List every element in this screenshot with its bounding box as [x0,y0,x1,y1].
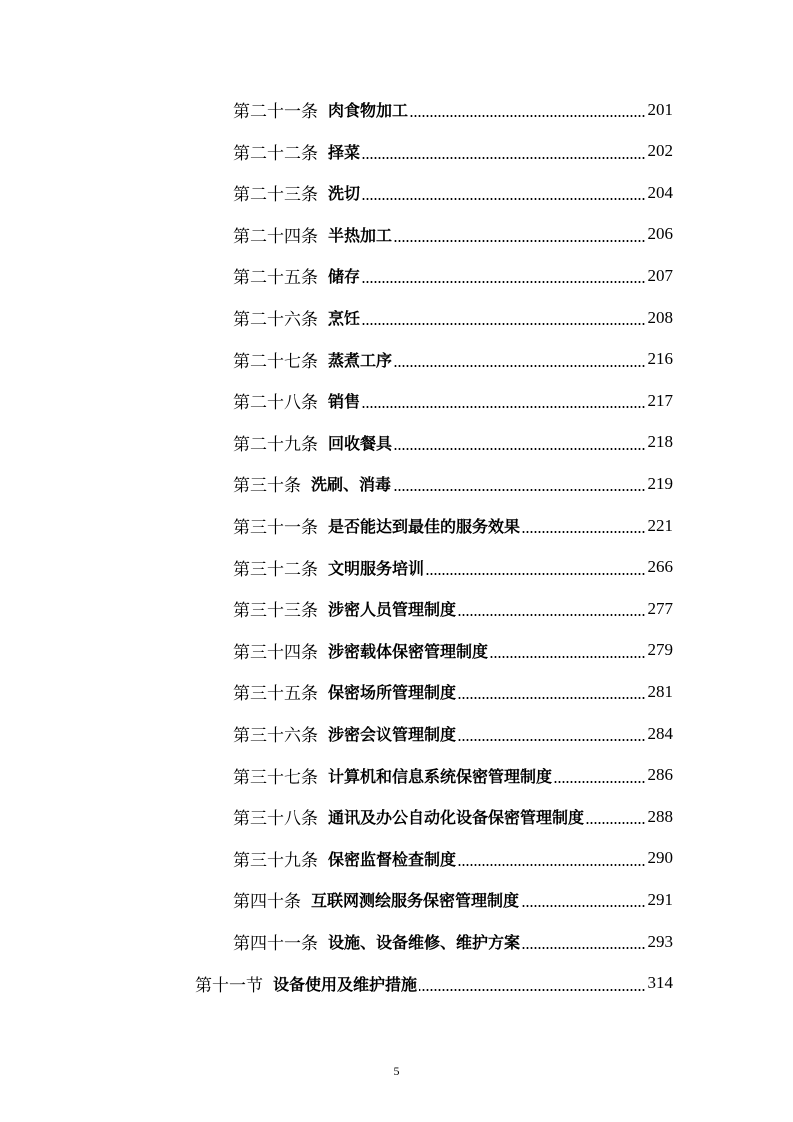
toc-section-entry[interactable] [195,963,673,1004]
toc-entry-number: 第四十一条 [233,934,318,954]
toc-entry-page: 201 [647,99,673,119]
toc-entry-page: 221 [647,515,673,535]
toc-entry[interactable] [233,131,673,172]
toc-entry-title: 销售 [328,392,361,412]
toc-dot-leader [393,489,645,491]
toc-entry-title: 半热加工 [328,225,393,245]
toc-entry-page: 208 [647,307,673,327]
toc-entry-number: 第三十条 [233,476,301,497]
toc-entry-page: 217 [647,390,673,410]
toc-entry-number: 第三十九条 [233,850,318,871]
toc-entry-title: 择菜 [328,142,361,162]
toc-entry-page: 286 [647,765,673,785]
toc-entry-number: 第二十九条 [233,434,318,455]
toc-entry-page: 293 [647,931,673,951]
toc-entry[interactable] [233,339,673,380]
toc-dot-leader [458,739,645,741]
toc-entry[interactable] [233,921,673,962]
toc-entry-page: 206 [647,224,673,244]
toc-entry-number: 第二十五条 [233,268,318,289]
toc-entry-page: 284 [647,723,673,743]
toc-entry-title: 储存 [328,267,361,287]
toc-entry-title: 蒸煮工序 [328,350,393,370]
toc-entry-number: 第四十条 [233,892,301,913]
toc-entry-title: 烹饪 [328,309,361,328]
toc-entry-title: 互联网测绘服务保密管理制度 [311,891,520,911]
toc-entry-title: 回收餐具 [328,433,393,453]
toc-entry[interactable] [233,297,673,338]
toc-entry-title: 是否能达到最佳的服务效果 [328,517,521,536]
toc-entry-title: 肉食物加工 [328,101,409,120]
toc-entry-page: 277 [647,598,673,618]
toc-entry-number: 第二十四条 [233,226,318,247]
toc-dot-leader [410,115,645,117]
toc-dot-leader [458,614,645,616]
toc-entry-page: 290 [647,848,673,868]
toc-entry[interactable] [233,796,673,837]
toc-entry[interactable] [233,89,673,130]
toc-entry[interactable] [233,463,673,504]
toc-dot-leader [554,781,645,783]
toc-entry-page: 219 [647,473,673,493]
toc-dot-leader [522,531,645,533]
toc-entry[interactable] [233,422,673,463]
toc-dot-leader [586,822,645,824]
toc-entry[interactable] [233,879,673,920]
toc-entry[interactable] [233,755,673,796]
toc-dot-leader [490,656,645,658]
toc-entry[interactable] [233,630,673,671]
toc-dot-leader [362,281,645,283]
toc-entry[interactable] [233,588,673,629]
toc-entry-number: 第三十八条 [233,809,318,830]
toc-entry-number: 第二十六条 [233,310,318,330]
toc-dot-leader [362,157,645,159]
toc-dot-leader [394,448,645,450]
toc-entry-title: 计算机和信息系统保密管理制度 [328,766,553,786]
toc-entry-title: 通讯及办公自动化设备保密管理制度 [328,808,585,828]
toc-entry-title: 洗刷、消毒 [311,475,392,495]
toc-entry-title: 保密场所管理制度 [328,683,457,703]
toc-entry-title: 洗切 [328,184,361,204]
toc-dot-leader [394,240,645,242]
toc-entry[interactable] [233,255,673,296]
toc-entry[interactable] [233,505,673,546]
toc-entry-page: 281 [647,681,673,701]
toc-entry-number: 第三十四条 [233,642,318,663]
toc-entry[interactable] [233,547,673,588]
toc-dot-leader [362,198,645,200]
toc-dot-leader [362,406,645,408]
toc-entry[interactable] [233,214,673,255]
toc-dot-leader [394,365,645,367]
toc-dot-leader [522,947,645,949]
toc-entry-title: 涉密人员管理制度 [328,600,457,620]
toc-entry-title: 设施、设备维修、维护方案 [328,933,521,952]
toc-dot-leader [419,989,645,991]
toc-entry-number: 第三十二条 [233,559,318,580]
toc-entry-page: 314 [647,973,673,993]
toc-entry-page: 216 [647,349,673,369]
toc-entry-number: 第三十一条 [233,518,318,538]
toc-entry-number: 第十一节 [195,975,263,996]
toc-entry-page: 202 [647,141,673,161]
toc-entry-page: 207 [647,265,673,285]
toc-entry-number: 第二十八条 [233,393,318,414]
toc-dot-leader [426,573,645,575]
toc-entry-page: 218 [647,432,673,452]
toc-entry[interactable] [233,671,673,712]
page-number: 5 [393,1064,400,1078]
toc-entry[interactable] [233,713,673,754]
toc-entry-number: 第三十三条 [233,601,318,622]
toc-entry-number: 第三十六条 [233,726,318,746]
toc-entry-page: 279 [647,640,673,660]
toc-entry-page: 266 [647,557,673,577]
toc-entry-title: 涉密载体保密管理制度 [328,641,489,661]
toc-entry-page: 291 [647,889,673,909]
toc-entry-page: 204 [647,182,673,202]
toc-entry-title: 涉密会议管理制度 [328,725,457,744]
toc-entry-title: 文明服务培训 [328,558,425,578]
toc-dot-leader [362,323,645,325]
toc-entry[interactable] [233,380,673,421]
toc-dot-leader [521,905,645,907]
toc-entry-title: 设备使用及维护措施 [273,974,418,994]
toc-entry-number: 第三十七条 [233,767,318,788]
toc-entry-number: 第二十一条 [233,102,318,122]
toc-entry[interactable] [233,172,673,213]
toc-entry-title: 保密监督检查制度 [328,849,457,869]
toc-dot-leader [458,864,645,866]
toc-dot-leader [458,697,645,699]
toc-entry-number: 第三十五条 [233,684,318,705]
toc-entry-page: 288 [647,806,673,826]
toc-entry-number: 第二十三条 [233,185,318,206]
toc-entry[interactable] [233,838,673,879]
toc-entry-number: 第二十七条 [233,351,318,372]
toc-entry-number: 第二十二条 [233,143,318,164]
